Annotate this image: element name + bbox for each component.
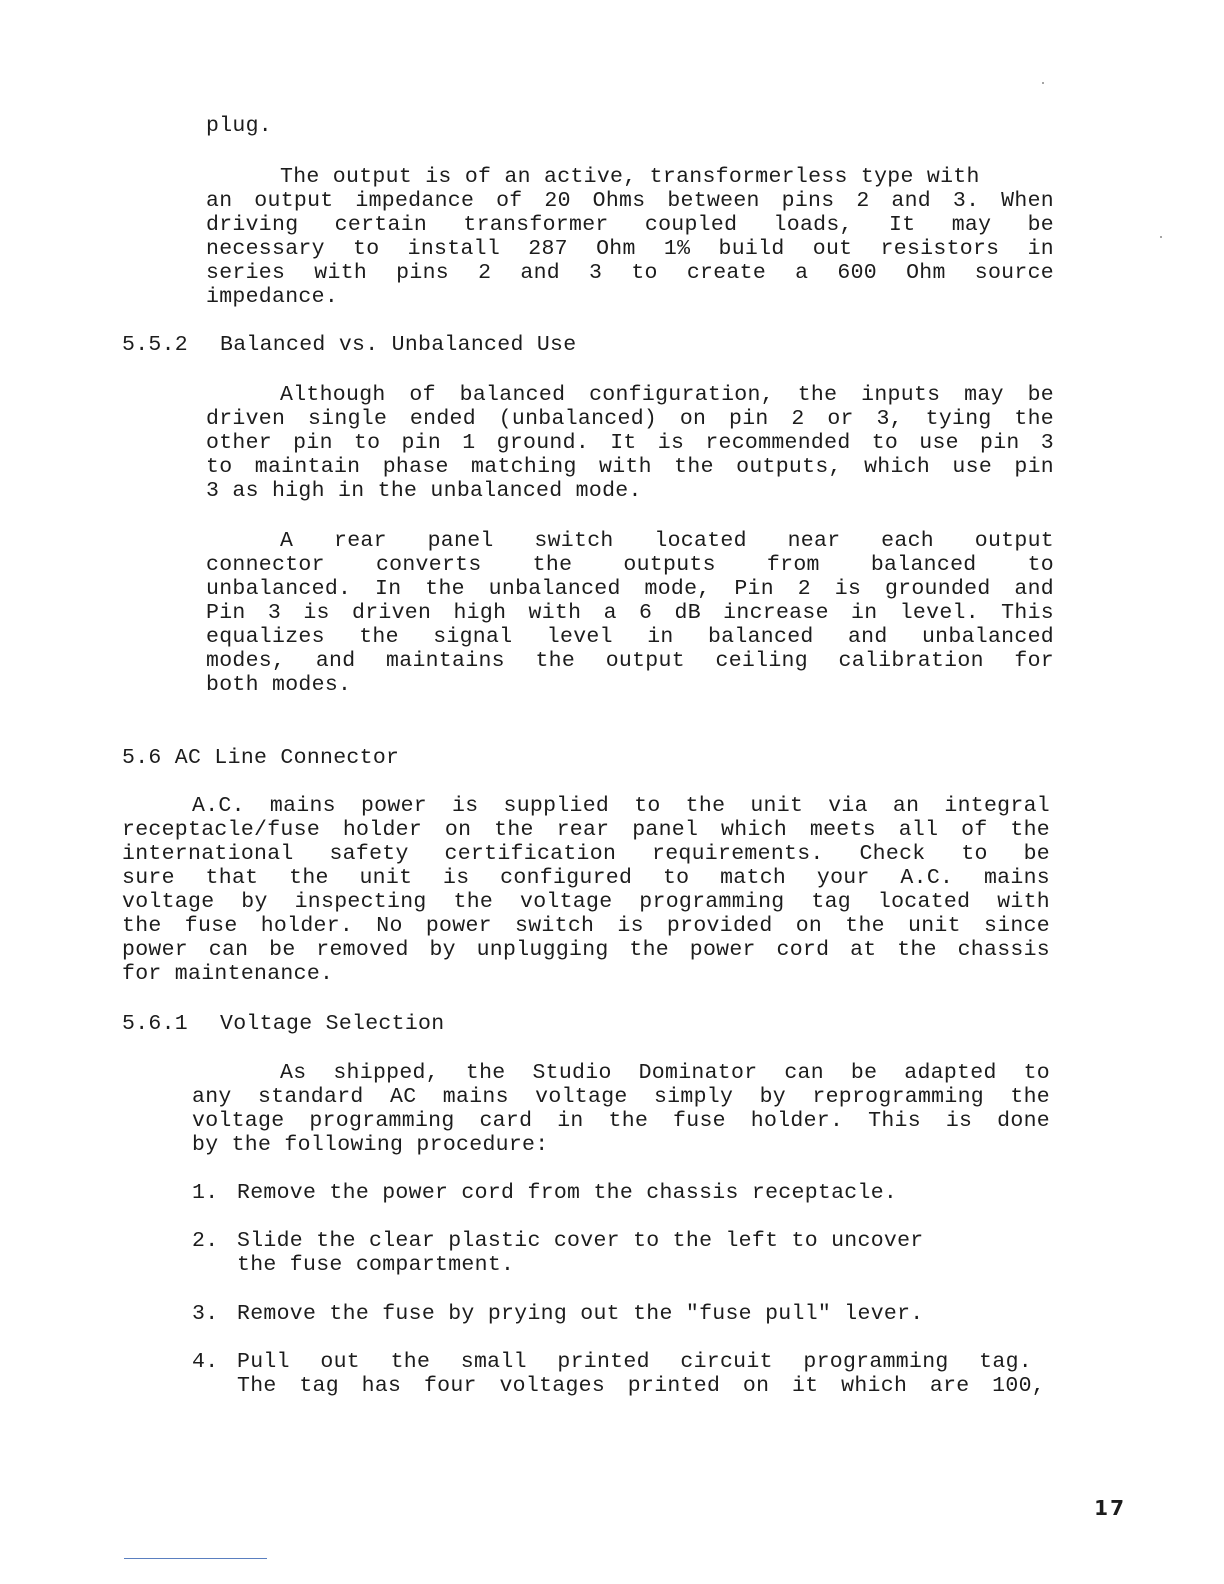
voltage-paragraph-line: by the following procedure: [192, 1133, 549, 1157]
ac-paragraph-line: receptacle/fuse holder on the rear panel which meets all of the [122, 818, 1050, 842]
ac-paragraph-line: the fuse holder. No power switch is provided on the unit since [122, 914, 1050, 938]
step-number: 1. [192, 1181, 219, 1205]
balanced-paragraph-line: other pin to pin 1 ground. It is recommended to use pin 3 [206, 431, 1054, 455]
switch-paragraph-line: both modes. [206, 673, 352, 697]
step-number: 2. [192, 1229, 219, 1253]
ac-paragraph-line: A.C. mains power is supplied to the unit via an integral [192, 794, 1050, 818]
balanced-paragraph-line: Although of balanced configuration, the inputs may be [280, 383, 1054, 407]
section-552-number: 5.5.2 [122, 333, 189, 357]
plug-continuation: plug. [206, 114, 273, 138]
step-text: Remove the power cord from the chassis receptacle. [237, 1181, 898, 1205]
ac-paragraph-line: sure that the unit is configured to match your A.C. mains [122, 866, 1050, 890]
section-552-title: Balanced vs. Unbalanced Use [220, 333, 577, 357]
section-561-number: 5.6.1 [122, 1012, 189, 1036]
step-number: 3. [192, 1302, 219, 1326]
switch-paragraph-line: equalizes the signal level in balanced and unbalanced [206, 625, 1054, 649]
ac-paragraph-line: for maintenance. [122, 962, 334, 986]
ac-paragraph-line: power can be removed by unplugging the power cord at the chassis [122, 938, 1050, 962]
balanced-paragraph-line: 3 as high in the unbalanced mode. [206, 479, 642, 503]
step-text: the fuse compartment. [237, 1253, 515, 1277]
scan-speck [1042, 82, 1044, 84]
switch-paragraph-line: unbalanced. In the unbalanced mode, Pin 2 is grounded and [206, 577, 1054, 601]
ac-paragraph-line: international safety certification requirements. Check to be [122, 842, 1050, 866]
step-text: Slide the clear plastic cover to the left to uncover [237, 1229, 924, 1253]
output-paragraph-line: an output impedance of 20 Ohms between pins 2 and 3. When [206, 189, 1054, 213]
page-number: 17 [1094, 1496, 1126, 1520]
balanced-paragraph-line: to maintain phase matching with the outputs, which use pin [206, 455, 1054, 479]
step-number: 4. [192, 1350, 219, 1374]
step-text: The tag has four voltages printed on it which are 100, [237, 1374, 1045, 1398]
voltage-paragraph-line: any standard AC mains voltage simply by reprogramming the [192, 1085, 1050, 1109]
output-paragraph-line: series with pins 2 and 3 to create a 600 Ohm source [206, 261, 1054, 285]
output-paragraph-line: driving certain transformer coupled loads, It may be [206, 213, 1054, 237]
ac-paragraph-line: voltage by inspecting the voltage programming tag located with [122, 890, 1050, 914]
section-56-title: 5.6 AC Line Connector [122, 746, 400, 770]
voltage-paragraph-line: As shipped, the Studio Dominator can be adapted to [280, 1061, 1050, 1085]
section-561-title: Voltage Selection [220, 1012, 445, 1036]
step-text: Pull out the small printed circuit programming tag. [237, 1350, 1032, 1374]
switch-paragraph-line: connector converts the outputs from balanced to [206, 553, 1054, 577]
scan-speck [1160, 236, 1162, 238]
footnote-rule [124, 1558, 267, 1559]
output-paragraph-line: necessary to install 287 Ohm 1% build out resistors in [206, 237, 1054, 261]
balanced-paragraph-line: driven single ended (unbalanced) on pin 2 or 3, tying the [206, 407, 1054, 431]
output-paragraph-line: impedance. [206, 285, 339, 309]
switch-paragraph-line: Pin 3 is driven high with a 6 dB increase in level. This [206, 601, 1054, 625]
output-paragraph-line: The output is of an active, transformerless type with [280, 165, 980, 189]
step-text: Remove the fuse by prying out the "fuse pull" lever. [237, 1302, 924, 1326]
switch-paragraph-line: modes, and maintains the output ceiling calibration for [206, 649, 1054, 673]
voltage-paragraph-line: voltage programming card in the fuse holder. This is done [192, 1109, 1050, 1133]
switch-paragraph-line: A rear panel switch located near each output [280, 529, 1054, 553]
